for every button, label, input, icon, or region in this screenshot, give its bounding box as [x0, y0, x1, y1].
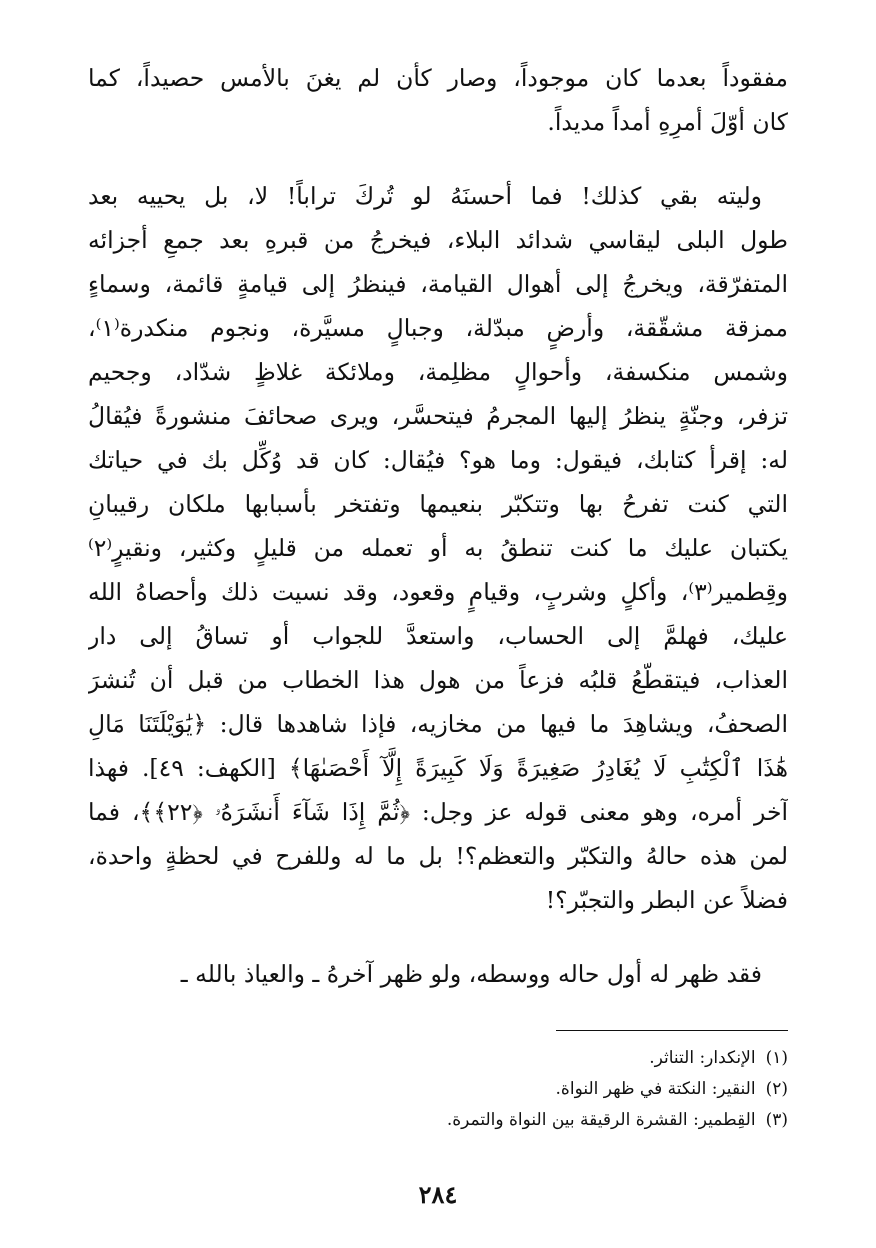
text-line: له: إقرأ كتابك، فيقول: وما هو؟ فيُقال: كان قد وُكِّل بك في حياتك	[88, 446, 788, 474]
text-line: تزفر، وجنّةٍ ينظرُ إليها المجرمُ فيتحسَّر، ويرى صحائفَ منشورةً فيُقالُ	[88, 402, 788, 430]
text-line: المتفرّقة، ويخرجُ إلى أهوال القيامة، فينظرُ إلى قيامةٍ قائمة، وسماءٍ	[88, 270, 788, 298]
footnote-text: القِطمير: القشرة الرقيقة بين النواة والتمرة.	[446, 1110, 756, 1130]
text-line: طول البلى ليقاسي شدائد البلاء، فيخرجُ من قبرهِ بعد جمعِ أجزائه	[88, 226, 788, 254]
text-line: كان أوّلَ أمرِهِ أمداً مديداً.	[547, 108, 788, 136]
text-line: فقد ظهر له أول حاله ووسطه، ولو ظهر آخرهُ ـ والعياذ بالله ـ	[180, 960, 762, 988]
footnote	[88, 1076, 788, 1102]
footnote	[88, 1045, 788, 1071]
text-line: وقِطمير⁽٣⁾، وأكلٍ وشربٍ، وقيامٍ وقعود، وقد نسيت ذلك وأحصاهُ الله	[88, 578, 788, 606]
text-line: العذاب، فيتقطّعُ قلبُه فزعاً من هول هذا الخطاب من قبل أن تُنشرَ	[88, 666, 788, 694]
text-line: الصحفُ، ويشاهِدَ ما فيها من مخازيه، فإذا شاهدها قال: ﴿يَٰوَيْلَتَنَا مَالِ	[88, 710, 788, 738]
text-line: مفقوداً بعدما كان موجوداً، وصار كأن لم يغنَ بالأمس حصيداً، كما	[88, 64, 788, 92]
footnote-number: (١)	[765, 1048, 788, 1068]
footnote-text: الإنكدار: التناثر.	[649, 1048, 756, 1068]
text-line: وليته بقي كذلك! فما أحسنَهُ لو تُركَ تراباً! لا، بل يحييه بعد	[88, 182, 762, 210]
text-line: ممزقة مشقّقة، وأرضٍ مبدّلة، وجبالٍ مسيَّرة، ونجوم منكدرة⁽١⁾،	[88, 314, 788, 342]
footnote	[88, 1107, 788, 1133]
footnote-divider	[556, 1030, 788, 1031]
text-line: عليك، فهلمَّ إلى الحساب، واستعدَّ للجواب أو تساقُ إلى دار	[88, 622, 788, 650]
text-line: آخر أمره، وهو معنى قوله عز وجل: ﴿ثُمَّ إِذَا شَآءَ أَنشَرَهُۥ ﴿٢٢﴾﴾، فما	[88, 798, 788, 826]
footnote-text: النقير: النكتة في ظهر النواة.	[555, 1079, 756, 1099]
text-line: فضلاً عن البطر والتجبّر؟!	[545, 886, 788, 914]
text-line: وشمس منكسفة، وأحوالٍ مظلِمة، وملائكة غلاظٍ شدّاد، وجحيم	[88, 358, 788, 386]
text-line: هَٰذَا ٱلْكِتَٰبِ لَا يُغَادِرُ صَغِيرَةً وَلَا كَبِيرَةً إِلَّآ أَحْصَىٰهَا﴾ [الكهف: ٤٩]. فهذا	[88, 754, 788, 782]
footnote-number: (٣)	[765, 1110, 788, 1130]
footnote-number: (٢)	[765, 1079, 788, 1099]
text-line: يكتبان عليك ما كنت تنطقُ به أو تعمله من قليلٍ وكثير، ونقيرٍ⁽٢⁾	[88, 534, 788, 562]
text-line: التي كنت تفرحُ بها وتتكبّر بنعيمها وتفتخر بأسبابها ملكان رقيبانِ	[88, 490, 788, 518]
page-number: ٢٨٤	[418, 1180, 458, 1209]
text-line: لمن هذه حالهُ والتكبّر والتعظم؟! بل ما له وللفرح في لحظةٍ واحدة،	[88, 842, 788, 870]
